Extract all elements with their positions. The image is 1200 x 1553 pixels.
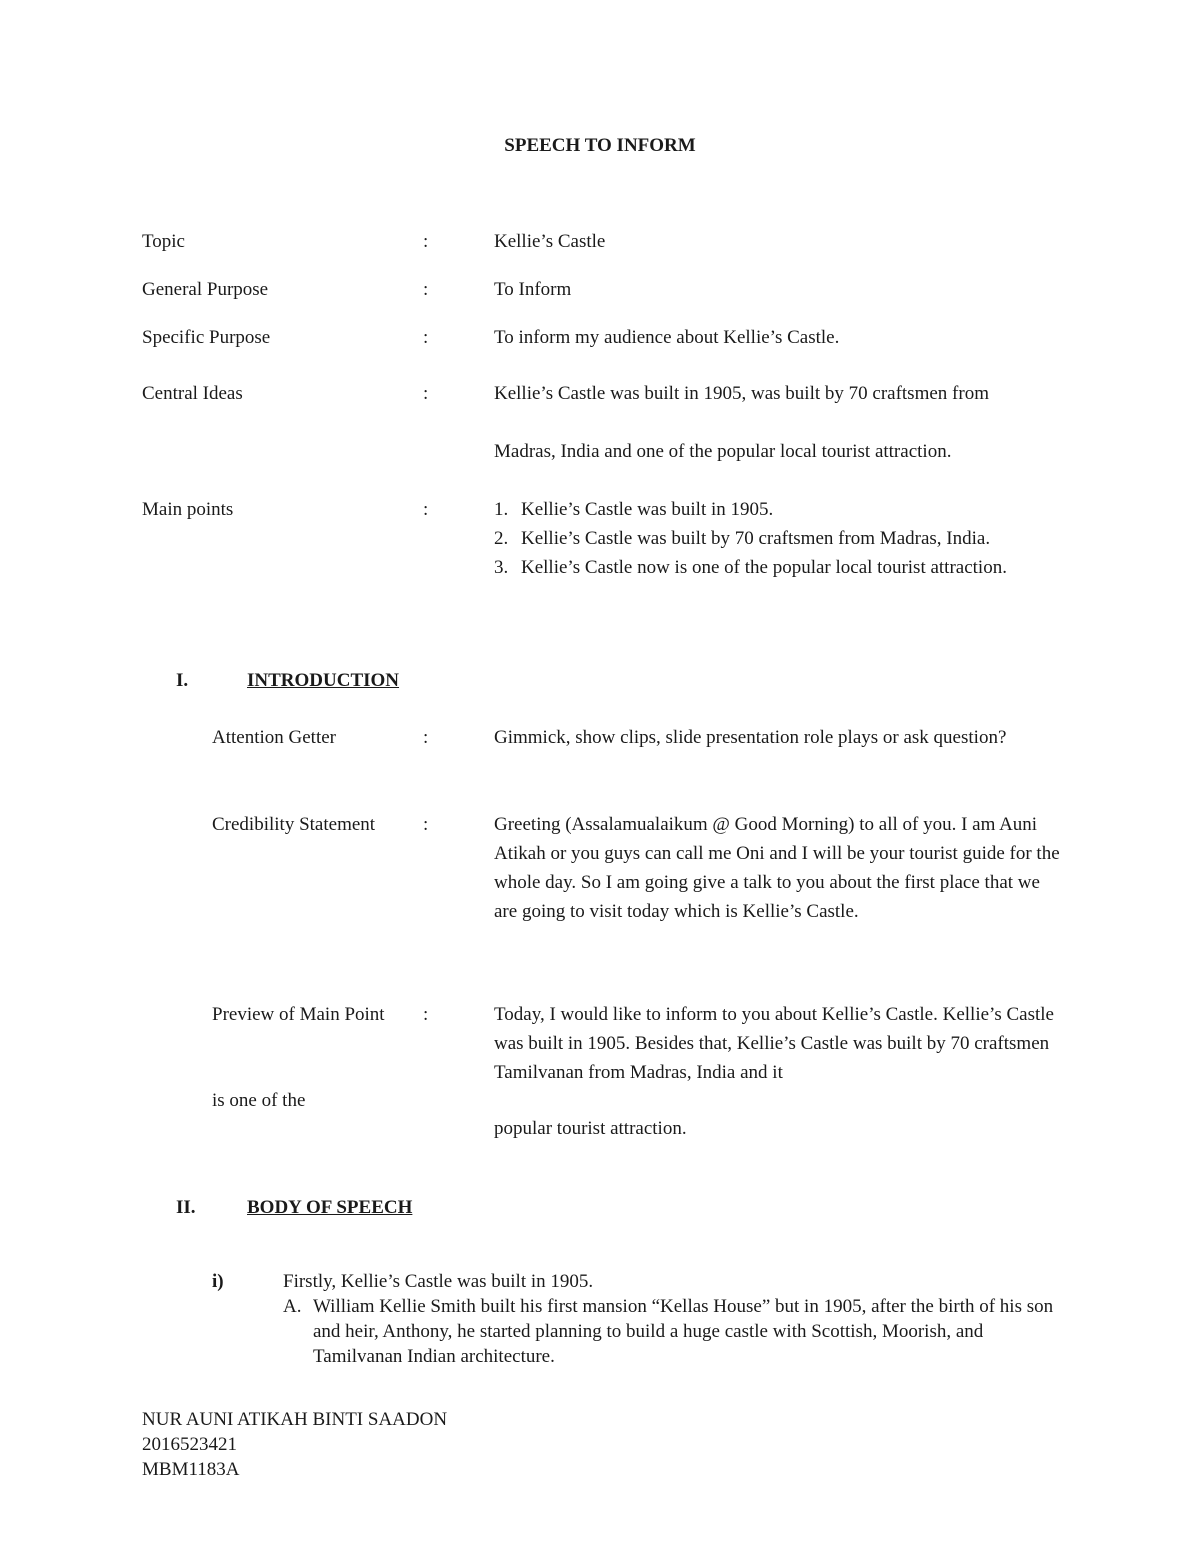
central-ideas-colon: : [423,383,429,404]
list-item-number: 2. [494,528,509,549]
credibility-colon: : [423,814,429,835]
list-item-text: Kellie’s Castle was built in 1905. [521,499,774,520]
attention-getter-colon: : [423,727,429,748]
central-ideas-label: Central Ideas [142,383,243,404]
central-ideas-value-line2: Madras, India and one of the popular local tourist attraction. [494,441,952,462]
footer-student-id: 2016523421 [142,1434,237,1455]
body-subpoint-text: William Kellie Smith built his first mansion “Kellas House” but in 1905, after the birth of his son and heir, Anthony, he started planning to build a huge castle with Scottish, Moorish, and Tamilvanan Indian architecture. [313,1296,1054,1367]
preview-value-end: popular tourist attraction. [494,1118,687,1139]
preview-stray-text: is one of the [212,1090,306,1111]
list-item-number: 3. [494,557,509,578]
document-title: SPEECH TO INFORM [504,135,696,156]
body-subpoint [283,1294,1063,1369]
main-points-label: Main points [142,499,234,520]
attention-getter-value: Gimmick, show clips, slide presentation role plays or ask question? [494,727,1007,748]
general-purpose-label: General Purpose [142,279,269,300]
general-purpose-value: To Inform [494,279,572,300]
preview-label: Preview of Main Point [212,1004,385,1025]
list-item-number: 1. [494,499,509,520]
central-ideas-value-line1: Kellie’s Castle was built in 1905, was built by 70 craftsmen from [494,383,989,404]
credibility-value: Greeting (Assalamualaikum @ Good Morning) to all of you. I am Auni Atikah or you guys can call me Oni and I will be your tourist guide for the whole day. So I am going give a talk to you about the first place that we are going to visit today which is Kellie’s Castle. [494,814,1060,922]
topic-value: Kellie’s Castle [494,231,606,252]
main-points-list [494,495,1069,582]
footer-class-code: MBM1183A [142,1459,240,1480]
footer-student-name: NUR AUNI ATIKAH BINTI SAADON [142,1409,448,1430]
topic-label: Topic [142,231,185,252]
preview-value: Today, I would like to inform to you about Kellie’s Castle. Kellie’s Castle was built in 1905. Besides that, Kellie’s Castle was built by 70 craftsmen Tamilvanan from Madras, India and it [494,1004,1054,1083]
attention-getter-label: Attention Getter [212,727,336,748]
body-point-marker: i) [212,1271,224,1292]
section-numeral-introduction: I. [176,670,189,691]
general-purpose-colon: : [423,279,429,300]
specific-purpose-value: To inform my audience about Kellie’s Castle. [494,327,840,348]
list-item [494,524,1069,553]
specific-purpose-colon: : [423,327,429,348]
list-item [494,553,1069,582]
body-point-text: Firstly, Kellie’s Castle was built in 1905. [283,1271,594,1292]
topic-colon: : [423,231,429,252]
list-item-text: Kellie’s Castle was built by 70 craftsmen from Madras, India. [521,528,991,549]
preview-colon: : [423,1004,429,1025]
specific-purpose-label: Specific Purpose [142,327,271,348]
body-subpoint-marker: A. [283,1296,302,1317]
main-points-colon: : [423,499,429,520]
credibility-label: Credibility Statement [212,814,376,835]
section-heading-introduction: INTRODUCTION [247,670,400,691]
list-item-text: Kellie’s Castle now is one of the popular local tourist attraction. [521,557,1007,578]
list-item [494,495,1069,524]
section-numeral-body: II. [176,1197,196,1218]
section-heading-body: BODY OF SPEECH [247,1197,413,1218]
